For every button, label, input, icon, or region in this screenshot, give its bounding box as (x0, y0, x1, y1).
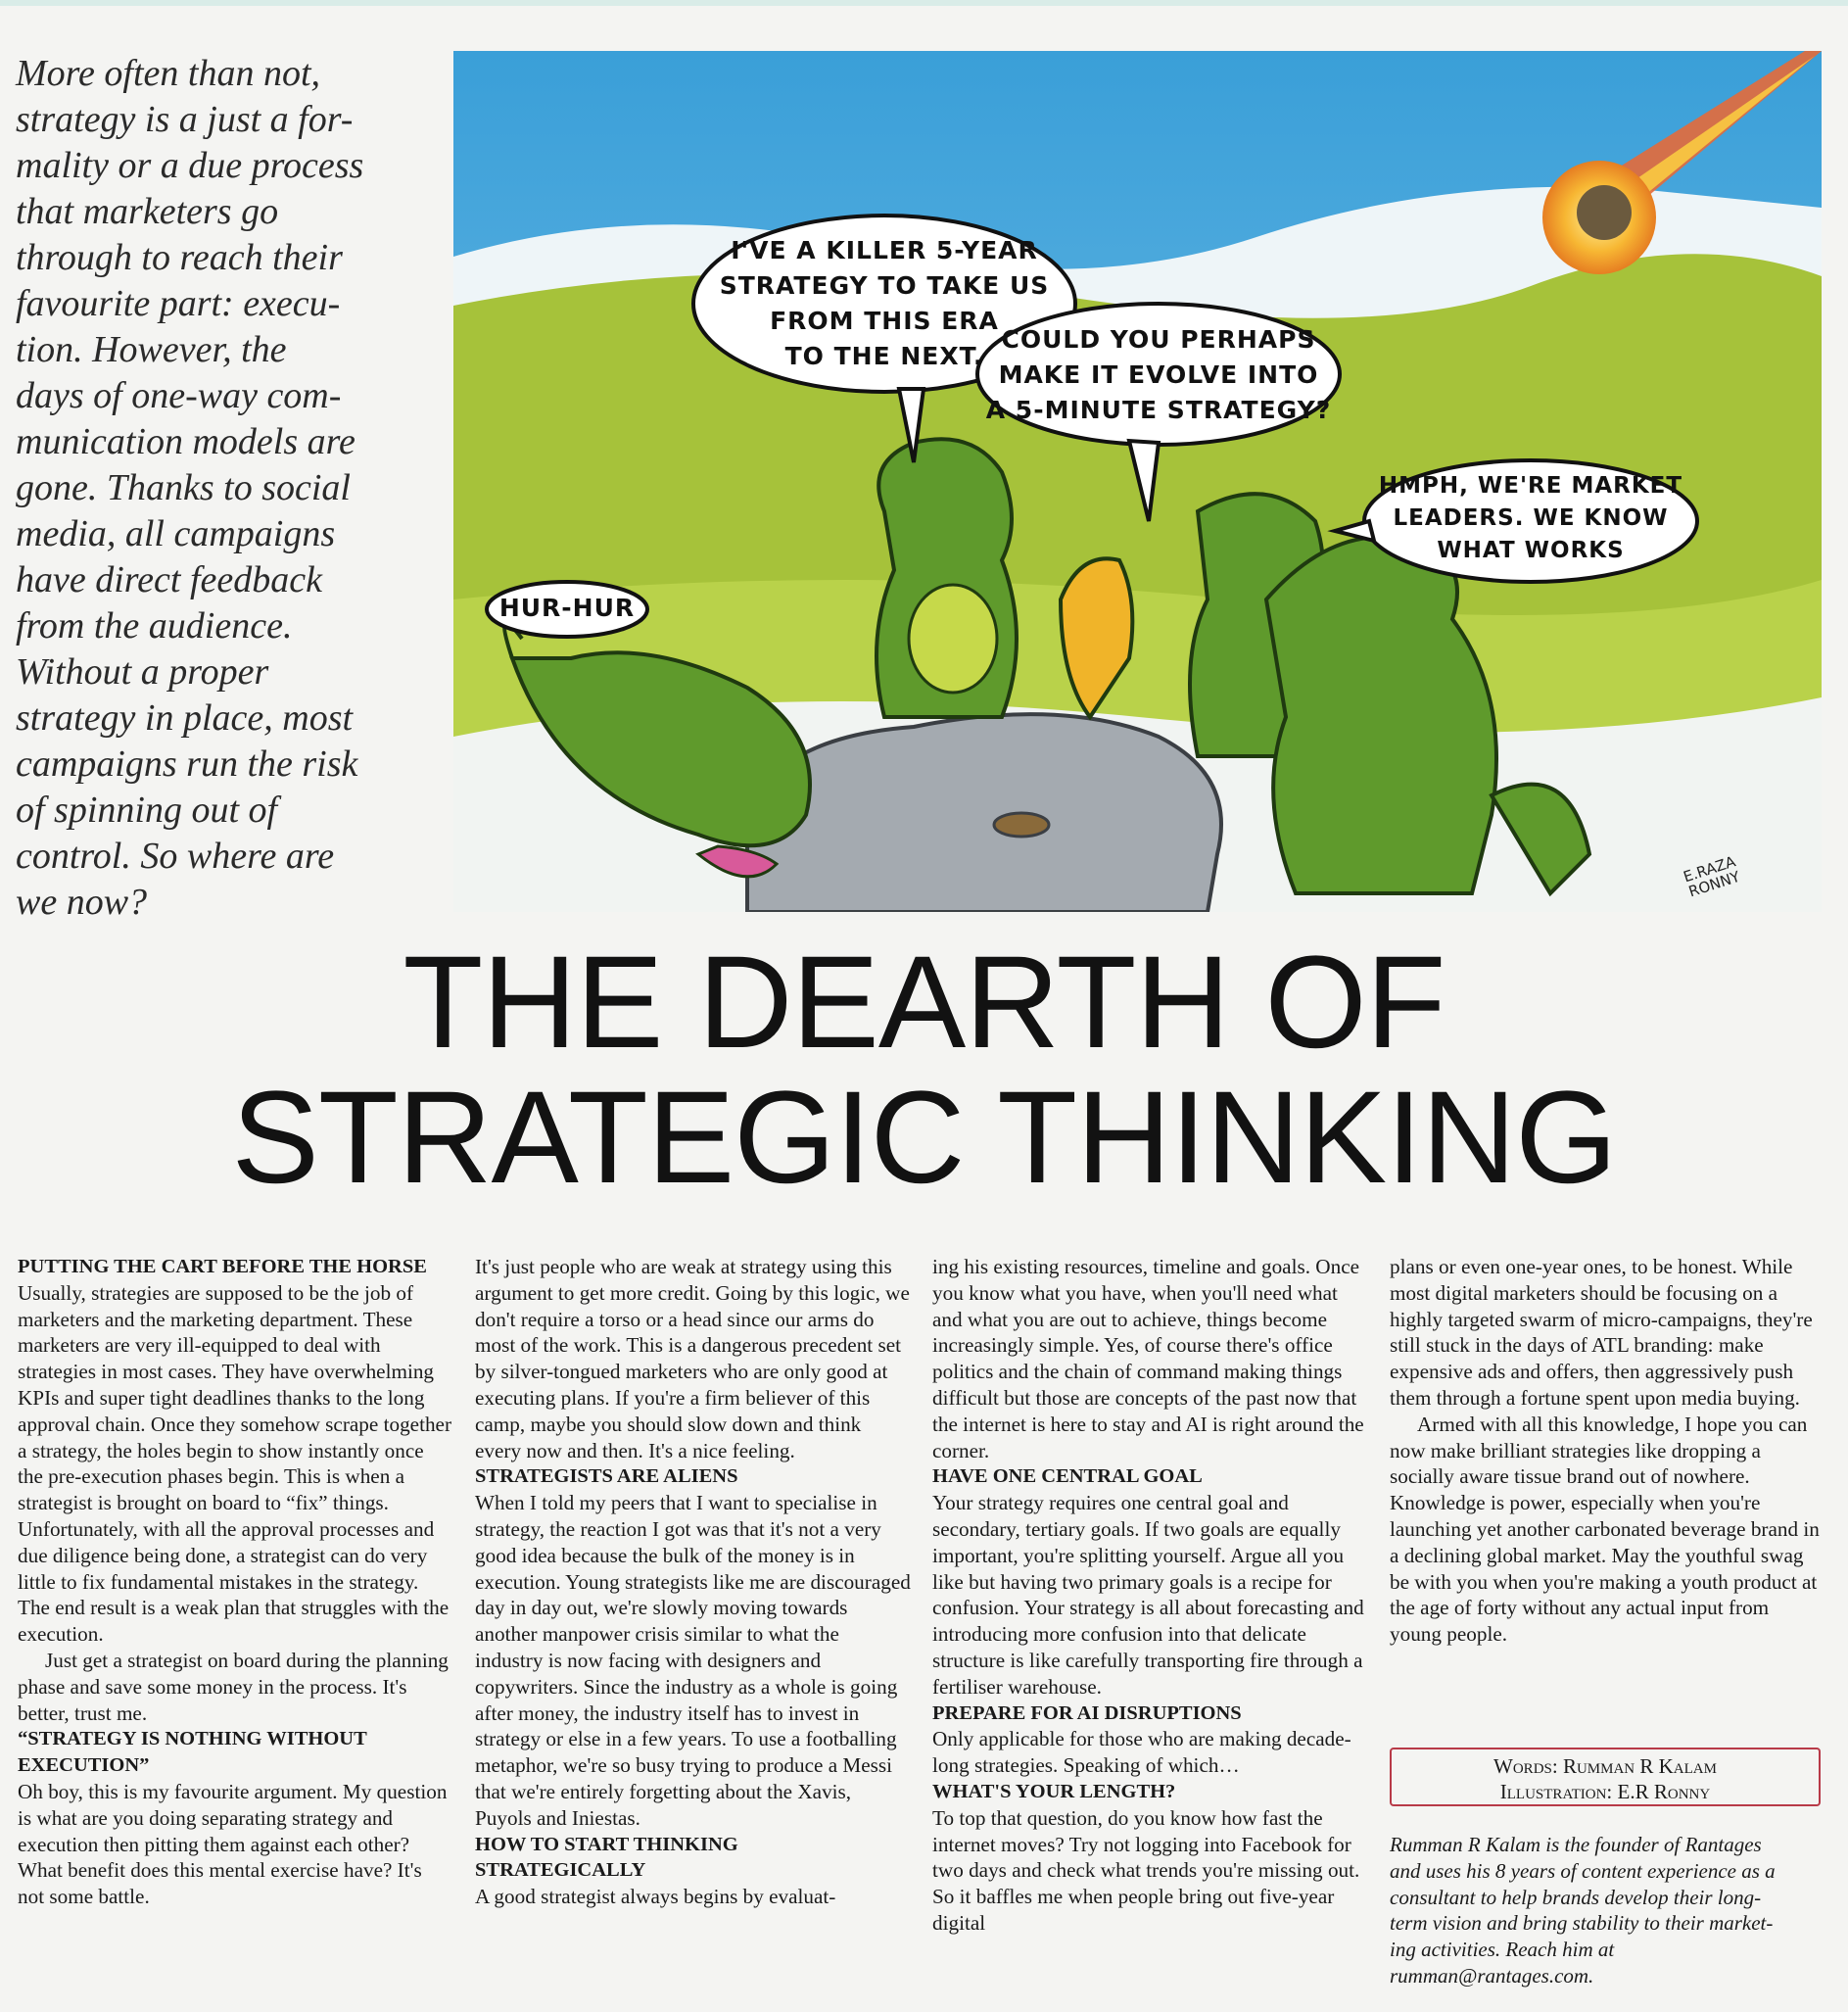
top-rule (0, 0, 1848, 6)
bubble-hmph-text: HMPH, WE'RE MARKET LEADERS. WE KNOW WHAT WORKS (1378, 473, 1683, 563)
paragraph: Just get a strategist on board during the planning phase and save some money in the process. It's better, trust me. (18, 1648, 449, 1725)
bubble-hur-text: HUR-HUR (498, 594, 636, 622)
article-column-4 (1390, 1254, 1821, 1648)
headline-line-2: STRATEGIC THINKING (231, 1065, 1617, 1211)
headline (0, 930, 1848, 1211)
headline-line-1: THE DEARTH OF (403, 930, 1445, 1076)
article-column-3 (932, 1254, 1368, 1937)
paragraph: plans or even one-year ones, to be honest. While most digital marketers should be focusing on a highly targeted swarm of micro-campaigns, they're still stuck in the days of ATL branding: make expensive ads and offers, then aggressively push them through a fortune spent upon media buying. (1390, 1255, 1813, 1410)
subheading: HOW TO START THINKING STRATEGICALLY (475, 1833, 738, 1882)
bubble-evolve-text: COULD YOU PERHAPS MAKE IT EVOLVE INTO A 5-MINUTE STRATEGY? (985, 325, 1332, 424)
subheading: PREPARE FOR AI DISRUPTIONS (932, 1701, 1242, 1724)
cartoon-illustration (453, 51, 1822, 912)
subheading: WHAT'S YOUR LENGTH? (932, 1780, 1176, 1802)
paragraph: Only applicable for those who are making decade-long strategies. Speaking of which… (932, 1727, 1351, 1778)
article-column-2 (475, 1254, 911, 1910)
paragraph: Your strategy requires one central goal and secondary, tertiary goals. If two goals are equally important, you're splitting yourself. Argue all you like but having two primary goals is a recipe for confusion. Your strategy is all about forecasting and introducing more confusion into that delicate structure is like carefully transporting fire through a fertiliser warehouse. (932, 1491, 1364, 1699)
artist-signature: E.RAZA RONNY (1681, 852, 1742, 901)
article-column-1 (18, 1254, 453, 1910)
paragraph: ing his existing resources, timeline and goals. Once you know what you have, when you'll need what and what you are out to achieve, things become increasingly simple. Yes, of course there's office politics and the chain of command making things difficult but those are concepts of the past now that the internet is here to stay and AI is right around the corner. (932, 1255, 1364, 1462)
author-bio: Rumman R Kalam is the founder of Rantages and uses his 8 years of content experience as a consultant to help brands develop their long- term vision and bring stability to their market- ing activities. Reach him at rumman@rantages.com. (1390, 1833, 1776, 1988)
credit-illustration: Illustration: E.R Ronny (1499, 1780, 1711, 1803)
paragraph: To top that question, do you know how fast the internet moves? Try not logging into Facebook for two days and check what trends you're missing out. So it baffles me when people bring out five-year digital (932, 1805, 1360, 1935)
credits-box (1390, 1748, 1821, 1806)
credit-words: Words: Rumman R Kalam (1493, 1754, 1717, 1778)
paragraph: Armed with all this knowledge, I hope you can now make brilliant strategies like dropping a socially aware tissue brand out of nowhere. Knowledge is power, especially when you're launching yet another carbonated beverage brand in a declining global market. May the youthful swag be with you when you're making a youth product at the age of forty without any actual input from young people. (1390, 1412, 1820, 1647)
paragraph: When I told my peers that I want to specialise in strategy, the reaction I got was that it's not a very good idea because the bulk of the money is in execution. Young strategists like me are discouraged day in day out, we're slowly moving towards another manpower crisis similar to what the industry is now facing with designers and copywriters. Since the industry as a whole is going after money, the industry itself has to invest in strategy or else in a few years. To use a footballing metaphor, we're so busy trying to produce a Messi that we're entirely forgetting about the Xavis, Puyols and Iniestas. (475, 1491, 911, 1830)
paragraph: Usually, strategies are supposed to be the job of marketers and the marketing department. These marketers are very ill-equipped to deal with strategies in most cases. They have overwhelming KPIs and super tight deadlines thanks to the long approval chain. Once they somehow scrape together a strategy, the holes begin to show instantly once the pre-execution phases begin. This is when a strategist is brought on board to “fix” things. Unfortunately, with all the approval processes and due diligence being done, a strategist can do very little to fix fundamental mistakes in the strategy. The end result is a weak plan that struggles with the execution. (18, 1280, 452, 1647)
subheading: PUTTING THE CART BEFORE THE HORSE (18, 1256, 427, 1277)
subheading: HAVE ONE CENTRAL GOAL (932, 1465, 1203, 1488)
subheading: “STRATEGY IS NOTHING WITHOUT EXECUTION” (18, 1728, 367, 1777)
paragraph: It's just people who are weak at strategy using this argument to get more credit. Going by this logic, we don't require a torso or a head since our arms do most of the work. This is a dangerous precedent set by silver-tongued marketers who are only good at executing plans. If you're a firm believer of this camp, maybe you should slow down and think every now and then. It's a nice feeling. (475, 1255, 910, 1462)
paragraph: A good strategist always begins by evaluat- (475, 1885, 836, 1909)
paragraph: Oh boy, this is my favourite argument. My question is what are you doing separating strategy and execution then pitting them against each other? What benefit does this mental exercise have? It's not some battle. (18, 1779, 448, 1909)
bubble-killer-text: I'VE A KILLER 5-YEAR STRATEGY TO TAKE US FROM THIS ERA TO THE NEXT. (719, 236, 1050, 370)
subheading: STRATEGISTS ARE ALIENS (475, 1465, 738, 1488)
intro-deck: More often than not, strategy is a just a for- mality or a due process that marketers go through to reach their favourite part: execu- tion. However, the days of one-way com- munication models are gone. Thanks to social media, all campaigns have direct feedback from the audience. Without a proper strategy in place, most campaigns run the risk of spinning out of control. So where are we now? (16, 53, 364, 923)
